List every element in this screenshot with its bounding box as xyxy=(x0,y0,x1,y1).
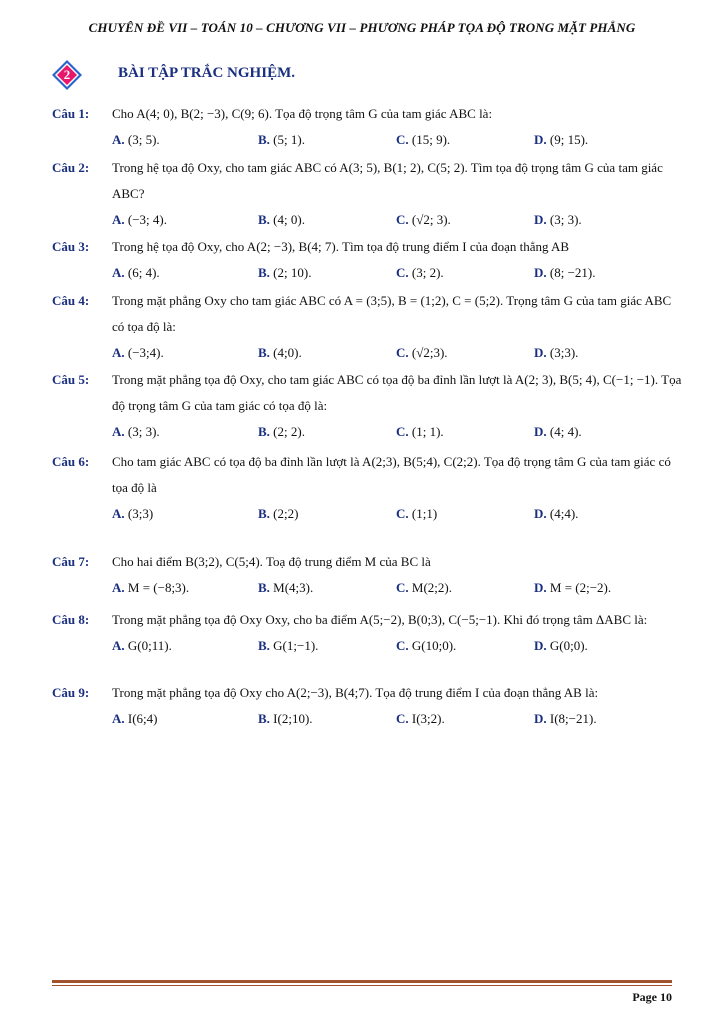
question-number: Câu 4: xyxy=(52,293,90,308)
option-d[interactable]: D. (4;4). xyxy=(534,506,579,521)
answer-options xyxy=(112,575,682,601)
option-a[interactable]: A. (3; 3). xyxy=(112,424,160,439)
option-a[interactable]: A. (3; 5). xyxy=(112,132,160,147)
section-number: 2 xyxy=(63,67,71,82)
answer-options xyxy=(112,340,682,366)
footer-rule-thin xyxy=(52,985,672,986)
option-c[interactable]: C. G(10;0). xyxy=(396,638,457,653)
answer-options xyxy=(112,501,682,527)
option-c[interactable]: C. (√2; 3). xyxy=(396,212,451,227)
option-c[interactable]: C. (1; 1). xyxy=(396,424,444,439)
question xyxy=(52,449,682,527)
question-number: Câu 8: xyxy=(52,612,90,627)
option-c[interactable]: C. (√2;3). xyxy=(396,345,448,360)
option-b[interactable]: B. (2; 2). xyxy=(258,424,305,439)
question-stem: Trong hệ tọa độ Oxy, cho tam giác ABC có A(3; 5), B(1; 2), C(5; 2). Tìm tọa độ trọng tâm G của tam giác ABC? xyxy=(112,160,663,201)
question-number: Câu 3: xyxy=(52,239,90,254)
section-title: BÀI TẬP TRẮC NGHIỆM. xyxy=(118,65,295,81)
question-stem: Trong hệ tọa độ Oxy, cho A(2; −3), B(4; 7). Tìm tọa độ trung điểm I của đoạn thẳng AB xyxy=(112,239,570,254)
question-number: Câu 9: xyxy=(52,685,90,700)
question xyxy=(52,288,682,366)
option-c[interactable]: C. M(2;2). xyxy=(396,580,452,595)
option-a[interactable]: A. G(0;11). xyxy=(112,638,172,653)
option-d[interactable]: D. G(0;0). xyxy=(534,638,588,653)
question xyxy=(52,234,682,286)
question xyxy=(52,101,682,153)
question-stem: Cho A(4; 0), B(2; −3), C(9; 6). Tọa độ trọng tâm G của tam giác ABC là: xyxy=(112,106,493,121)
answer-options xyxy=(112,207,682,233)
option-c[interactable]: C. (1;1) xyxy=(396,506,438,521)
option-b[interactable]: B. (4;0). xyxy=(258,345,302,360)
option-b[interactable]: B. M(4;3). xyxy=(258,580,314,595)
question-stem: Trong mặt phẳng tọa độ Oxy Oxy, cho ba điểm A(5;−2), B(0;3), C(−5;−1). Khi đó trọng tâm ΔABC là: xyxy=(112,612,648,627)
question-stem: Trong mặt phẳng tọa độ Oxy, cho tam giác ABC có tọa độ ba đỉnh lần lượt là A(2; 3), B(5; 4), C(−1; −1). Tọa độ trọng tâm G của tam giác có tọa độ là: xyxy=(112,372,682,413)
page-number: Page 10 xyxy=(632,990,672,1004)
question-stem: Cho hai điểm B(3;2), C(5;4). Toạ độ trung điểm M của BC là xyxy=(112,554,431,569)
question-number: Câu 2: xyxy=(52,160,90,175)
question xyxy=(52,155,682,233)
question-stem: Cho tam giác ABC có tọa độ ba đỉnh lần lượt là A(2;3), B(5;4), C(2;2). Tọa độ trọng tâm G của tam giác có tọa độ là xyxy=(112,454,671,495)
question-number: Câu 7: xyxy=(52,554,90,569)
option-c[interactable]: C. (15; 9). xyxy=(396,132,451,147)
option-d[interactable]: D. I(8;−21). xyxy=(534,711,597,726)
answer-options xyxy=(112,419,682,445)
option-a[interactable]: A. (6; 4). xyxy=(112,265,160,280)
page-header: CHUYÊN ĐỀ VII – TOÁN 10 – CHƯƠNG VII – PHƯƠNG PHÁP TỌA ĐỘ TRONG MẶT PHẲNG xyxy=(88,20,636,35)
question-number: Câu 5: xyxy=(52,372,90,387)
answer-options xyxy=(112,633,682,659)
option-b[interactable]: B. (2; 10). xyxy=(258,265,312,280)
option-a[interactable]: A. (−3; 4). xyxy=(112,212,167,227)
option-d[interactable]: D. (3; 3). xyxy=(534,212,582,227)
option-a[interactable]: A. (−3;4). xyxy=(112,345,164,360)
option-b[interactable]: B. (4; 0). xyxy=(258,212,305,227)
option-c[interactable]: C. I(3;2). xyxy=(396,711,445,726)
option-b[interactable]: B. I(2;10). xyxy=(258,711,313,726)
option-a[interactable]: A. I(6;4) xyxy=(112,711,158,726)
question-number: Câu 1: xyxy=(52,106,90,121)
option-d[interactable]: D. M = (2;−2). xyxy=(534,580,612,595)
option-a[interactable]: A. M = (−8;3). xyxy=(112,580,190,595)
question-stem: Trong mặt phẳng Oxy cho tam giác ABC có A = (3;5), B = (1;2), C = (5;2). Trọng tâm G của tam giác ABC có tọa độ là: xyxy=(112,293,672,334)
option-d[interactable]: D. (8; −21). xyxy=(534,265,596,280)
option-d[interactable]: D. (3;3). xyxy=(534,345,579,360)
option-b[interactable]: B. G(1;−1). xyxy=(258,638,319,653)
option-b[interactable]: B. (2;2) xyxy=(258,506,299,521)
option-d[interactable]: D. (9; 15). xyxy=(534,132,589,147)
question xyxy=(52,607,682,659)
question xyxy=(52,549,682,601)
option-a[interactable]: A. (3;3) xyxy=(112,506,154,521)
option-b[interactable]: B. (5; 1). xyxy=(258,132,305,147)
question xyxy=(52,680,682,732)
question-number: Câu 6: xyxy=(52,454,90,469)
option-d[interactable]: D. (4; 4). xyxy=(534,424,582,439)
answer-options xyxy=(112,706,682,732)
question xyxy=(52,367,682,445)
answer-options xyxy=(112,127,682,153)
footer-rule xyxy=(52,980,672,983)
question-stem: Trong mặt phẳng tọa độ Oxy cho A(2;−3), B(4;7). Tọa độ trung điểm I của đoạn thẳng AB là: xyxy=(112,685,599,700)
answer-options xyxy=(112,260,682,286)
option-c[interactable]: C. (3; 2). xyxy=(396,265,444,280)
